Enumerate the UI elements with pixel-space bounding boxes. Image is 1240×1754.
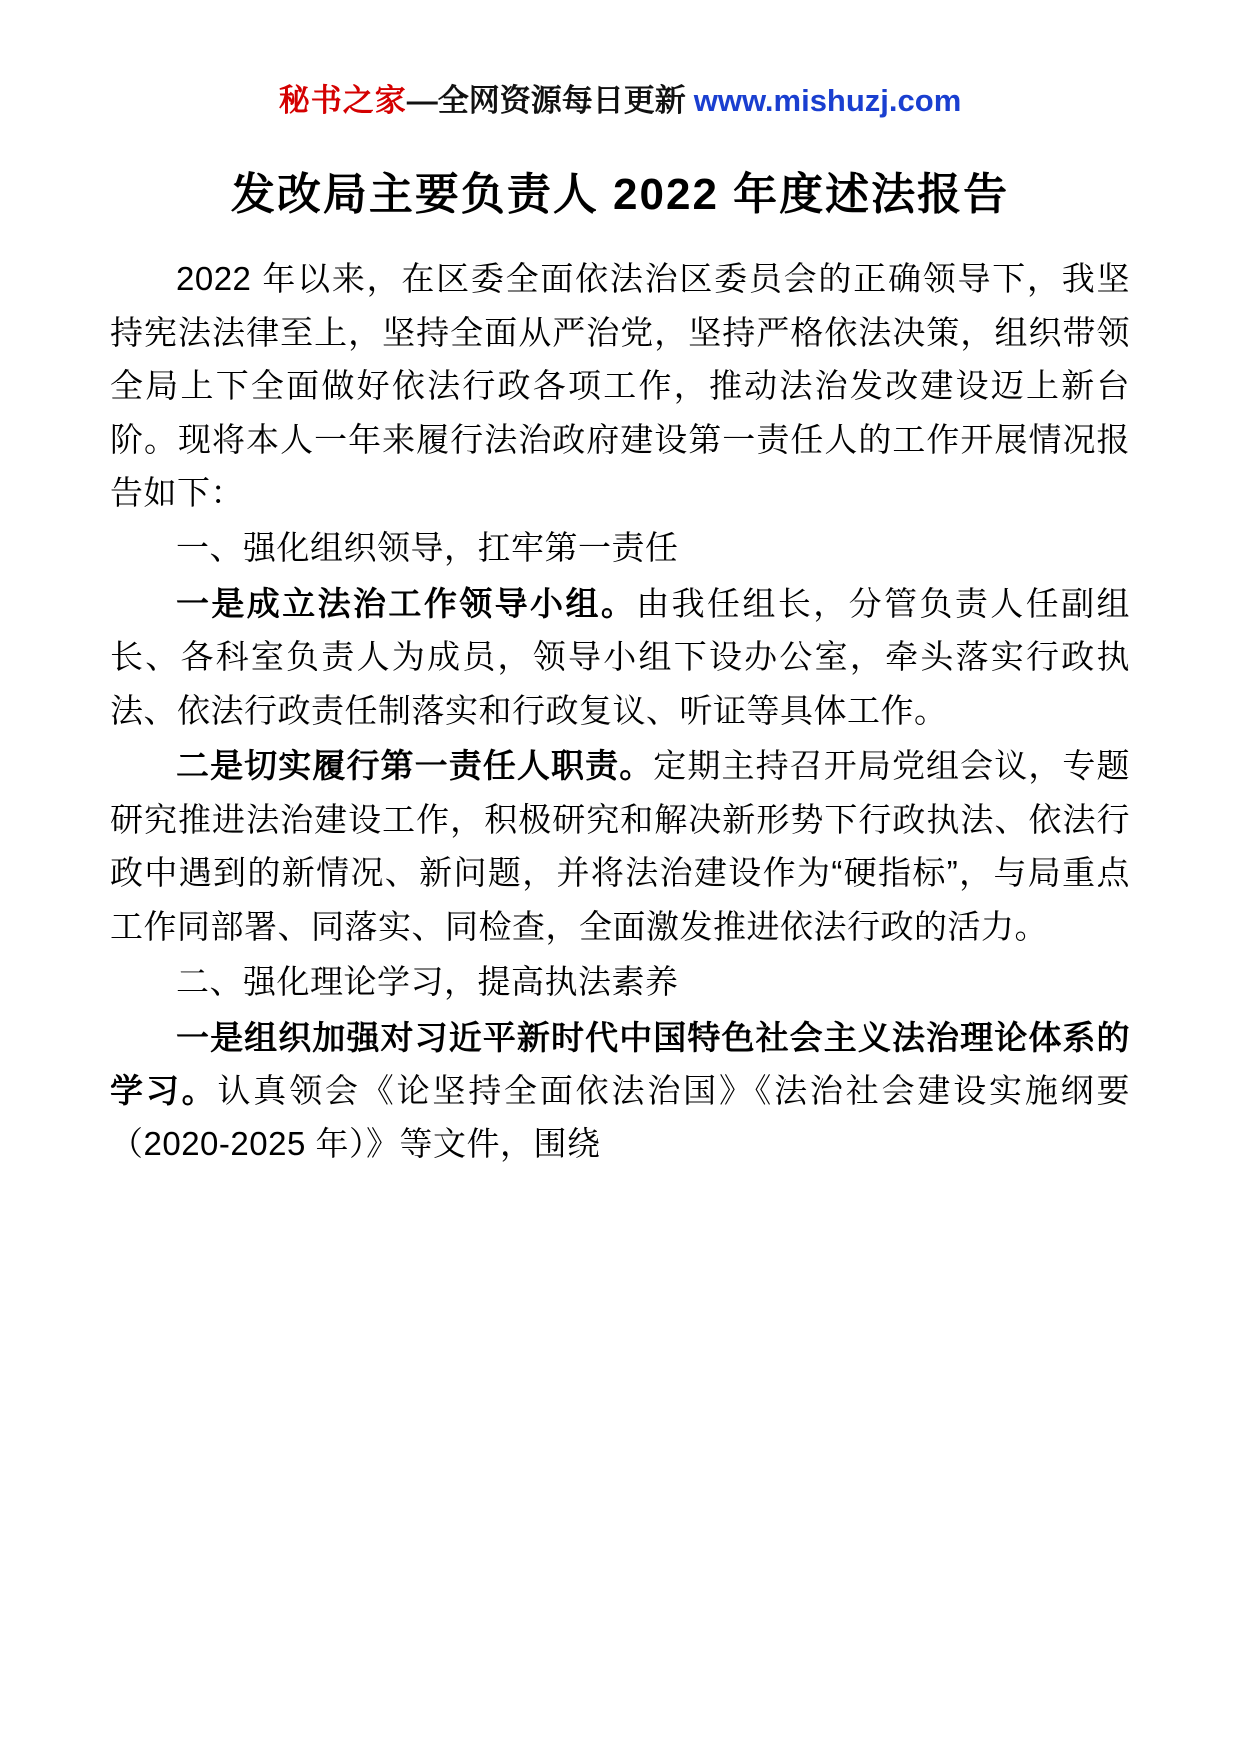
- site-url[interactable]: www.mishuzj.com: [693, 83, 962, 118]
- section-1-item-2-text: 定期主持召开局党组会议，专题研究推进法治建设工作，积极研究和解决新形势下行政执法、依法行政中遇到的新情况、新问题，并将法治建设作为“硬指标”，与局重点工作同部署、同落实、同检查，全面激发推进依法行政的活力。: [110, 747, 1131, 945]
- section-1-item-2-lead: 二是切实履行第一责任人职责。: [176, 747, 654, 785]
- site-brand: 秘书之家: [278, 83, 407, 118]
- section-2-item-1: [110, 1011, 1130, 1171]
- section-1-item-1-lead: 一是成立法治工作领导小组。: [176, 584, 637, 622]
- paragraph-intro: 2022 年以来，在区委全面依法治区委员会的正确领导下，我坚持宪法法律至上，坚持全面从严治党，坚持严格依法决策，组织带领全局上下全面做好依法行政各项工作，推动法治发改建设迈上新台阶。现将本人一年来履行法治政府建设第一责任人的工作开展情况报告如下：: [110, 260, 1130, 511]
- section-2-item-1-text: 认真领会《论坚持全面依法治国》《法治社会建设实施纲要（2020‑2025 年）》等文件，围绕: [110, 1071, 1131, 1163]
- section-1-item-1-text: 由我任组长，分管负责人任副组长、各科室负责人为成员，领导小组下设办公室，牵头落实行政执法、依法行政责任制落实和行政复议、听证等具体工作。: [110, 584, 1131, 729]
- site-watermark-header: [110, 0, 1130, 119]
- section-2-item-1-lead: 一是组织加强对习近平新时代中国特色社会主义法治理论体系的学习。: [110, 1018, 1130, 1109]
- document-body: [110, 252, 1130, 1171]
- site-tagline: —全网资源每日更新: [406, 83, 686, 118]
- page-title: 发改局主要负责人 2022 年度述法报告: [230, 170, 1010, 220]
- section-1-heading: 一、强化组织领导，扛牢第一责任: [176, 529, 679, 567]
- section-2-heading: 二、强化理论学习，提高执法素养: [176, 963, 679, 1001]
- section-1-item-1: [110, 577, 1130, 737]
- section-1-item-2: [110, 739, 1130, 953]
